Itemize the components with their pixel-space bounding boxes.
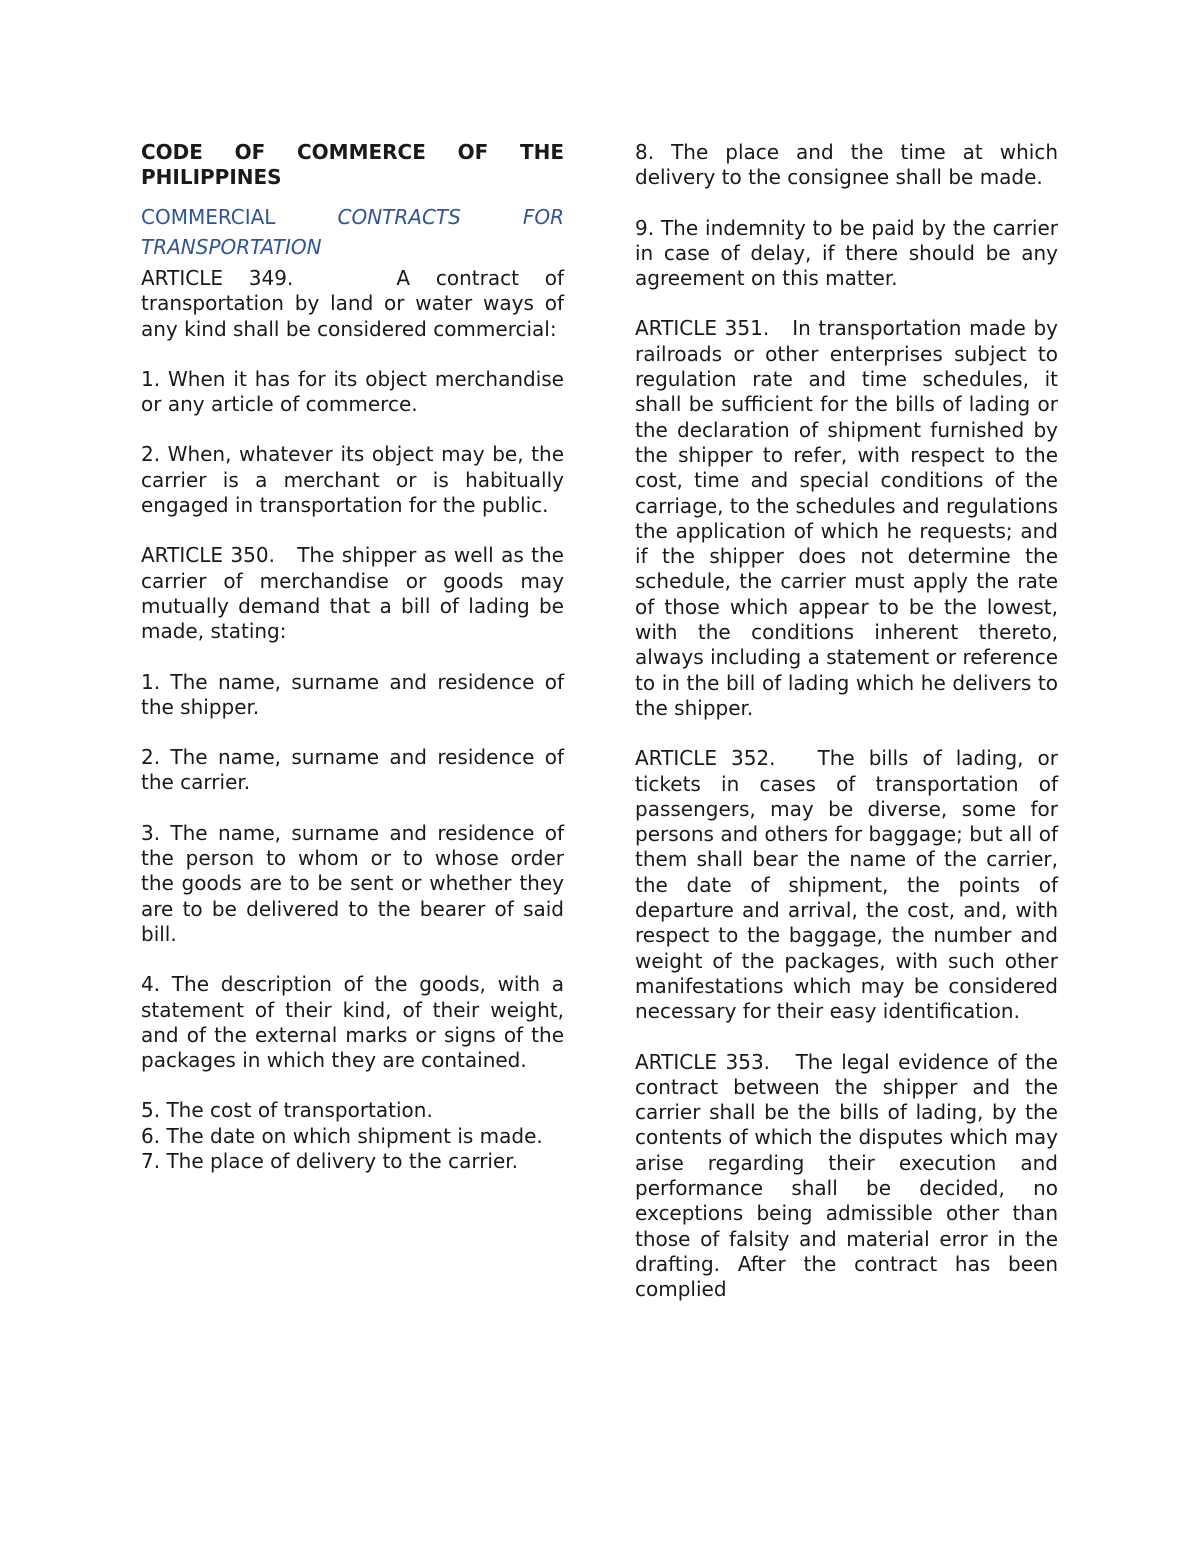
article-350-item-8: 8. The place and the time at which delivery to the consignee shall be made. xyxy=(635,140,1058,190)
article-349 xyxy=(141,266,564,342)
article-353-body: The legal evidence of the contract between the shipper and the carrier shall be the bills of lading, by the contents of which the disputes which may arise regarding their execution and performance shall be decided, no exceptions being admissible other than those of falsity and material error in the drafting. After the contract has been complied xyxy=(635,1049,1058,1302)
article-350-heading: ARTICLE 350. xyxy=(141,543,275,568)
article-350-item-4: 4. The description of the goods, with a statement of their kind, of their weight, and of the external marks or signs of the packages in which they are contained. xyxy=(141,972,564,1073)
article-349-item-2: 2. When, whatever its object may be, the carrier is a merchant or is habitually engaged in transportation for the public. xyxy=(141,442,564,518)
section-heading xyxy=(141,202,564,262)
article-350 xyxy=(141,543,564,644)
article-349-heading: ARTICLE 349. xyxy=(141,266,294,290)
article-352-heading: ARTICLE 352. xyxy=(635,746,776,771)
article-350-item-6: 6. The date on which shipment is made. xyxy=(141,1123,543,1148)
section-heading-part-a: COMMERCIAL xyxy=(141,205,276,229)
article-352-body: The bills of lading, or tickets in cases of transportation of passengers, may be diverse, some for persons and others for baggage; but all of them shall bear the name of the carrier, the date of shipment, the points of departure and arrival, the cost, and, with respect to the baggage, the number and weight of the packages, with such other manifestations which may be considered necessary for their easy identification. xyxy=(635,746,1058,1024)
article-351-heading: ARTICLE 351. xyxy=(635,316,770,341)
article-351-body: In transportation made by railroads or other enterprises subject to regulation rate and time schedules, it shall be sufficient for the bills of lading or the declaration of shipment furnished by the shipper to refer, with respect to the cost, time and special conditions of the carriage, to the schedules and regulations the application of which he requests; and if the shipper does not determine the schedule, the carrier must apply the rate of those which appear to be the lowest, with the conditions inherent thereto, always including a statement or reference to in the bill of lading which he delivers to the shipper. xyxy=(635,316,1058,720)
left-column xyxy=(141,140,564,1174)
article-352 xyxy=(635,746,1058,1024)
document-title: CODE OF COMMERCE OF THE PHILIPPINES xyxy=(141,140,564,189)
article-350-item-3: 3. The name, surname and residence of the person to whom or to whose order the goods are to be sent or whether they are to be delivered to the bearer of said bill. xyxy=(141,820,564,946)
article-350-item-1: 1. The name, surname and residence of the shipper. xyxy=(141,669,564,719)
right-column xyxy=(635,140,1058,1302)
article-350-item-5: 5. The cost of transportation. xyxy=(141,1098,433,1123)
article-350-item-7: 7. The place of delivery to the carrier. xyxy=(141,1149,519,1174)
article-350-item-9: 9. The indemnity to be paid by the carrier in case of delay, if there should be any agreement on this matter. xyxy=(635,215,1058,291)
article-353-heading: ARTICLE 353. xyxy=(635,1049,771,1074)
article-349-item-1: 1. When it has for its object merchandise or any article of commerce. xyxy=(141,366,564,417)
article-349-body: A contract of transportation by land or water ways of any kind shall be considered commercial: xyxy=(141,266,564,341)
article-353 xyxy=(635,1050,1058,1303)
article-350-body: The shipper as well as the carrier of merchandise or goods may mutually demand that a bill of lading be made, stating: xyxy=(141,543,564,644)
article-351 xyxy=(635,316,1058,721)
article-350-item-2: 2. The name, surname and residence of the carrier. xyxy=(141,745,564,795)
section-heading-part-b: CONTRACTS FOR TRANSPORTATION xyxy=(141,205,564,259)
